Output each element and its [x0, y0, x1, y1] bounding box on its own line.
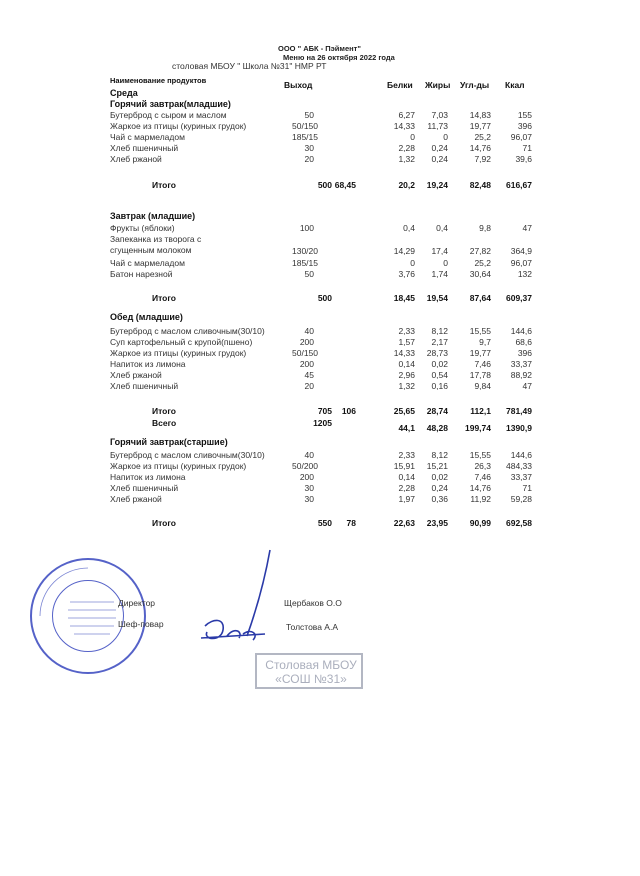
total-output: 550	[317, 518, 332, 528]
row-fat: 0,36	[431, 494, 448, 504]
row-output: 40	[304, 326, 314, 336]
row-kcal: 71	[522, 143, 532, 153]
signature-icon	[195, 548, 285, 648]
total-fat: 19,24	[426, 180, 448, 190]
row-fat: 15,21	[426, 461, 448, 471]
grand-total-label: Всего	[152, 418, 177, 428]
total-carbs: 82,48	[469, 180, 491, 190]
row-output: 20	[304, 154, 314, 164]
row-kcal: 396	[517, 121, 532, 131]
row-carbs: 25,2	[474, 132, 491, 142]
total-label: Итого	[152, 180, 176, 190]
row-kcal: 33,37	[510, 472, 532, 482]
row-protein: 2,28	[398, 143, 415, 153]
row-protein: 0,4	[403, 223, 415, 233]
row-carbs: 7,46	[474, 472, 491, 482]
row-name: Жаркое из птицы (куриных грудок)	[110, 348, 247, 358]
row-name: Хлеб ржаной	[110, 154, 162, 164]
row-fat: 7,03	[431, 110, 448, 120]
section-title: Завтрак (младшие)	[110, 211, 196, 221]
row-kcal: 59,28	[510, 494, 532, 504]
row-carbs: 14,76	[469, 483, 491, 493]
director-label: Директор	[118, 598, 156, 608]
row-carbs: 19,77	[469, 348, 491, 358]
row-carbs: 26,3	[474, 461, 491, 471]
grand-total-protein: 44,1	[398, 423, 415, 433]
total-protein: 20,2	[398, 180, 415, 190]
row-kcal: 396	[517, 348, 532, 358]
total-output: 500	[317, 293, 332, 303]
grand-total-kcal: 1390,9	[506, 423, 532, 433]
row-fat: 0,02	[431, 472, 448, 482]
row-kcal: 144,6	[510, 326, 532, 336]
total-kcal: 781,49	[506, 406, 532, 416]
director-name: Щербаков О.О	[284, 598, 342, 608]
row-carbs: 15,55	[469, 450, 491, 460]
row-name: Фрукты (яблоки)	[110, 223, 175, 233]
row-carbs: 25,2	[474, 258, 491, 268]
row-name: Хлеб ржаной	[110, 494, 162, 504]
row-protein: 1,97	[398, 494, 415, 504]
row-protein: 0	[410, 258, 415, 268]
row-name: Хлеб пшеничный	[110, 381, 179, 391]
section-title: Горячий завтрак(старшие)	[110, 437, 228, 447]
total-kcal: 616,67	[506, 180, 532, 190]
row-kcal: 47	[522, 381, 532, 391]
row-name: Хлеб пшеничный	[110, 143, 179, 153]
row-name: Хлеб ржаной	[110, 370, 162, 380]
canteen-stamp	[255, 653, 363, 689]
row-fat: 0,02	[431, 359, 448, 369]
row-name: Хлеб пшеничный	[110, 483, 179, 493]
row-fat: 0,4	[436, 223, 448, 233]
row-fat: 0	[443, 132, 448, 142]
row-carbs: 17,78	[469, 370, 491, 380]
row-output: 45	[304, 370, 314, 380]
day-label: Среда	[110, 88, 138, 98]
total-price: 78	[346, 518, 356, 528]
section-title: Обед (младшие)	[110, 312, 183, 322]
col-output-header: Выход	[284, 80, 313, 90]
row-name: Батон нарезной	[110, 269, 173, 279]
row-output: 50/200	[292, 461, 318, 471]
total-kcal: 692,58	[506, 518, 532, 528]
row-kcal: 88,92	[510, 370, 532, 380]
row-carbs: 19,77	[469, 121, 491, 131]
col-name-header: Наименование продуктов	[110, 76, 207, 85]
row-kcal: 39,6	[515, 154, 532, 164]
row-output: 30	[304, 143, 314, 153]
grand-total-fat: 48,28	[426, 423, 448, 433]
row-protein: 3,76	[398, 269, 415, 279]
row-carbs: 7,92	[474, 154, 491, 164]
grand-total-carbs: 199,74	[465, 423, 491, 433]
row-carbs: 27,82	[469, 246, 491, 256]
row-output: 200	[299, 472, 314, 482]
row-carbs: 15,55	[469, 326, 491, 336]
row-kcal: 96,07	[510, 132, 532, 142]
row-fat: 11,73	[427, 121, 448, 131]
total-price: 68,45	[334, 180, 356, 190]
row-carbs: 9,7	[479, 337, 491, 347]
row-protein: 2,33	[398, 450, 415, 460]
total-label: Итого	[152, 293, 176, 303]
row-carbs: 9,84	[474, 381, 491, 391]
total-protein: 25,65	[393, 406, 415, 416]
row-protein: 2,33	[398, 326, 415, 336]
row-fat: 0,24	[431, 154, 448, 164]
row-fat: 0,24	[431, 143, 448, 153]
menu-date: Меню на 26 октября 2022 года	[283, 53, 395, 62]
row-fat: 0	[443, 258, 448, 268]
total-fat: 19,54	[426, 293, 448, 303]
row-protein: 2,28	[398, 483, 415, 493]
row-protein: 0	[410, 132, 415, 142]
row-kcal: 47	[522, 223, 532, 233]
row-kcal: 132	[517, 269, 532, 279]
row-kcal: 364,9	[510, 246, 532, 256]
row-output: 50/150	[292, 348, 318, 358]
row-protein: 0,14	[398, 359, 415, 369]
col-fat-header: Жиры	[425, 80, 451, 90]
total-kcal: 609,37	[506, 293, 532, 303]
col-kcal-header: Ккал	[505, 80, 525, 90]
row-name: Чай с мармеладом	[110, 132, 185, 142]
row-kcal: 96,07	[510, 258, 532, 268]
total-price: 106	[341, 406, 356, 416]
row-kcal: 68,6	[515, 337, 532, 347]
total-carbs: 87,64	[469, 293, 491, 303]
stamp-lines-icon	[30, 558, 146, 674]
row-output: 200	[299, 337, 314, 347]
total-protein: 22,63	[393, 518, 415, 528]
row-protein: 6,27	[398, 110, 415, 120]
row-carbs: 30,64	[469, 269, 491, 279]
row-name-cont: сгущенным молоком	[110, 245, 192, 255]
row-output: 50	[304, 110, 314, 120]
row-protein: 14,33	[393, 348, 415, 358]
row-protein: 14,33	[393, 121, 415, 131]
total-output: 500	[317, 180, 332, 190]
row-protein: 14,29	[393, 246, 415, 256]
row-output: 30	[304, 494, 314, 504]
row-carbs: 14,83	[469, 110, 491, 120]
row-name: Бутерброд с маслом сливочным(30/10)	[110, 450, 265, 460]
row-carbs: 9,8	[479, 223, 491, 233]
row-name: Жаркое из птицы (куриных грудок)	[110, 461, 247, 471]
total-output: 705	[317, 406, 332, 416]
row-output: 40	[304, 450, 314, 460]
row-name: Напиток из лимона	[110, 472, 186, 482]
row-name: Жаркое из птицы (куриных грудок)	[110, 121, 247, 131]
total-carbs: 112,1	[470, 406, 491, 416]
canteen-stamp-text: Столовая МБОУ «СОШ №31»	[265, 658, 357, 686]
row-name: Запеканка из творога с	[110, 234, 202, 244]
canteen-name: столовая МБОУ " Школа №31" НМР РТ	[172, 61, 327, 71]
row-output: 130/20	[292, 246, 318, 256]
chef-name: Толстова А.А	[286, 622, 339, 632]
row-protein: 2,96	[398, 370, 415, 380]
row-output: 20	[304, 381, 314, 391]
row-protein: 15,91	[393, 461, 415, 471]
row-fat: 1,74	[431, 269, 448, 279]
row-output: 200	[299, 359, 314, 369]
row-kcal: 144,6	[510, 450, 532, 460]
row-output: 100	[299, 223, 314, 233]
total-carbs: 90,99	[469, 518, 491, 528]
col-protein-header: Белки	[387, 80, 413, 90]
row-fat: 8,12	[431, 450, 448, 460]
row-protein: 1,32	[398, 154, 415, 164]
row-output: 50/150	[292, 121, 318, 131]
row-fat: 17,4	[431, 246, 448, 256]
row-protein: 1,32	[398, 381, 415, 391]
row-kcal: 33,37	[510, 359, 532, 369]
row-carbs: 7,46	[474, 359, 491, 369]
row-fat: 0,16	[431, 381, 448, 391]
row-output: 185/15	[292, 258, 318, 268]
row-name: Чай с мармеладом	[110, 258, 185, 268]
total-label: Итого	[152, 406, 176, 416]
row-fat: 0,54	[431, 370, 448, 380]
row-protein: 1,57	[398, 337, 415, 347]
col-carbs-header: Угл-ды	[460, 80, 490, 90]
section-title: Горячий завтрак(младшие)	[110, 99, 231, 109]
row-carbs: 14,76	[469, 143, 491, 153]
row-name: Напиток из лимона	[110, 359, 186, 369]
row-carbs: 11,92	[470, 494, 491, 504]
row-output: 185/15	[292, 132, 318, 142]
row-kcal: 155	[517, 110, 532, 120]
row-name: Суп картофельный с крупой(пшено)	[110, 337, 253, 347]
row-output: 50	[304, 269, 314, 279]
total-label: Итого	[152, 518, 176, 528]
row-fat: 8,12	[431, 326, 448, 336]
grand-total-output: 1205	[313, 418, 332, 428]
row-fat: 2,17	[431, 337, 448, 347]
row-output: 30	[304, 483, 314, 493]
row-fat: 0,24	[431, 483, 448, 493]
row-kcal: 71	[522, 483, 532, 493]
total-fat: 28,74	[426, 406, 448, 416]
row-name: Бутерброд с сыром и маслом	[110, 110, 227, 120]
total-protein: 18,45	[393, 293, 415, 303]
org-name: ООО " АБК - Пэймент"	[278, 44, 361, 53]
row-protein: 0,14	[398, 472, 415, 482]
total-fat: 23,95	[426, 518, 448, 528]
row-name: Бутерброд с маслом сливочным(30/10)	[110, 326, 265, 336]
row-kcal: 484,33	[506, 461, 532, 471]
row-fat: 28,73	[426, 348, 448, 358]
chef-label: Шеф-повар	[118, 619, 164, 629]
